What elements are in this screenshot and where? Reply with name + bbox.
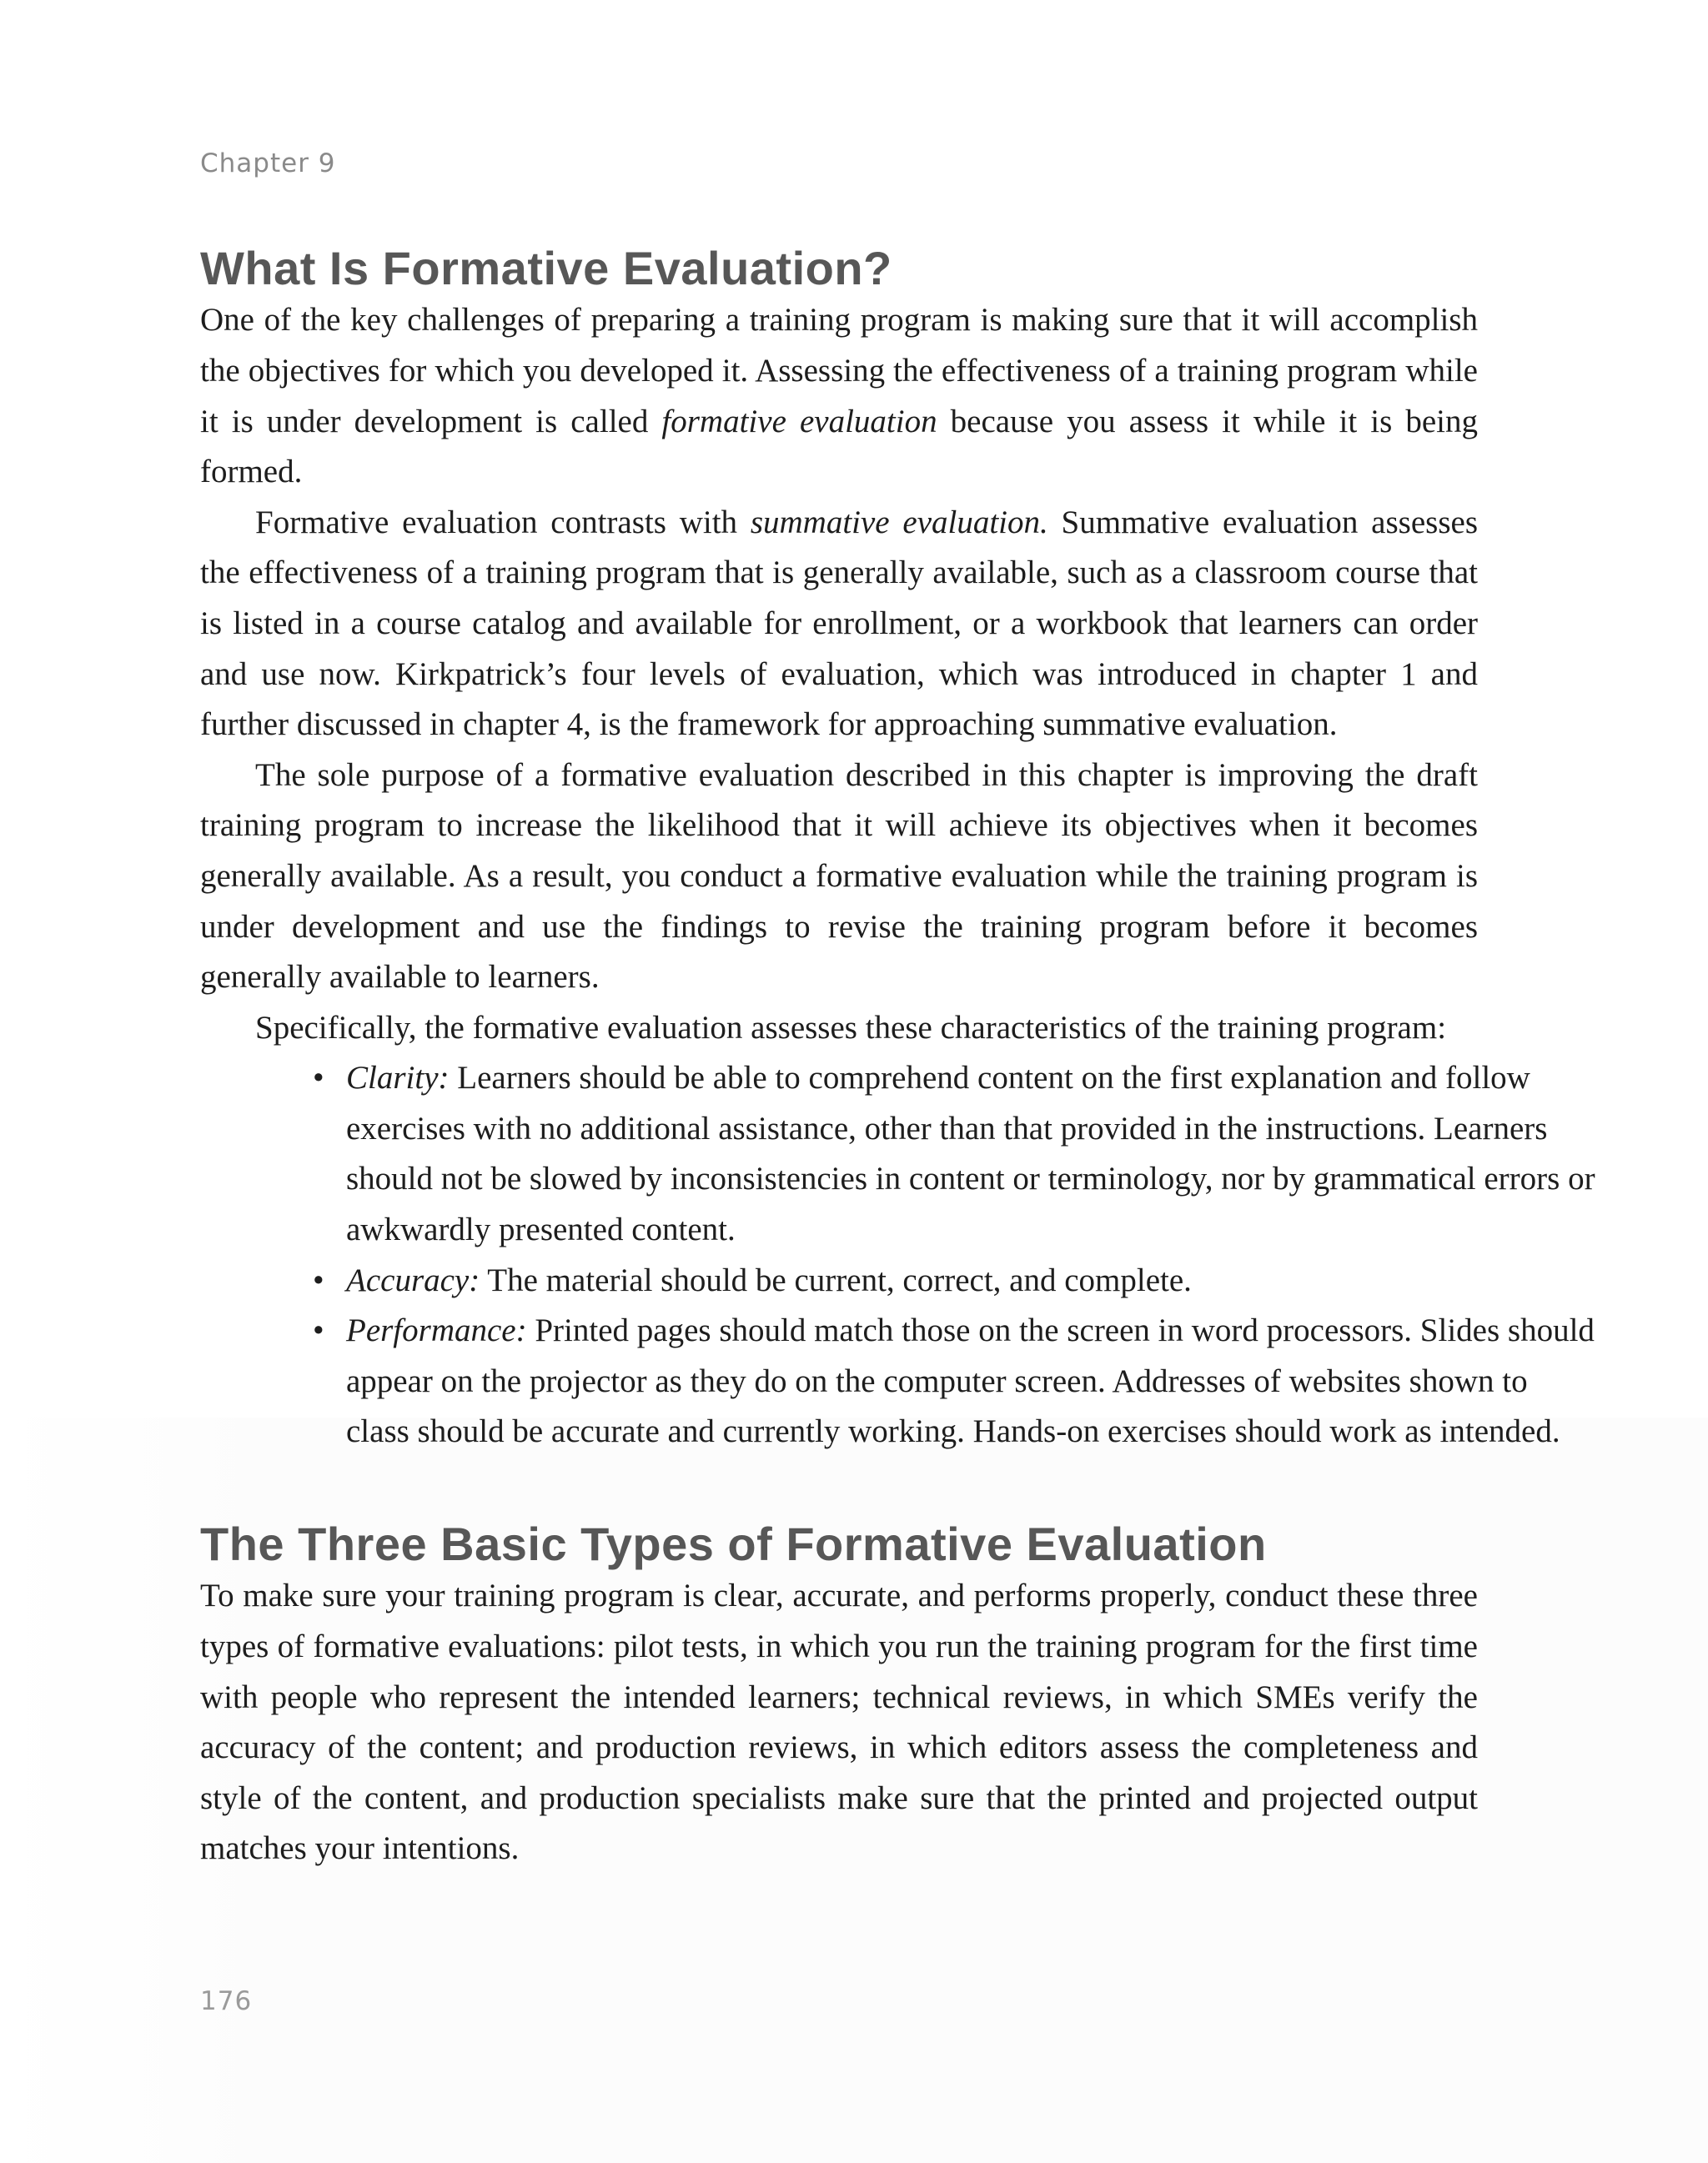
paragraph: To make sure your training program is clear, accurate, and performs properly, conduct these three types of formative evaluations: pilot tests, in which you run the training program for the first time with people who represent the intended learners; technical reviews, in which SMEs verify the accuracy of the content; and production reviews, in which editors assess the completeness and style of the content, and production specialists make sure that the printed and projected output matches your intentions. <box>200 1578 1478 1867</box>
emphasis-term: formative evaluation <box>661 403 937 439</box>
bullet-icon: • <box>313 1312 324 1349</box>
list-item-term: Accuracy: <box>346 1262 480 1298</box>
list-item-text: The material should be current, correct, and complete. <box>480 1262 1192 1298</box>
paragraph-text: Formative evaluation contrasts with <box>255 504 751 540</box>
bullet-icon: • <box>313 1262 324 1298</box>
paragraph: The sole purpose of a formative evaluation described in this chapter is improving the draft training program to increase the likelihood that it will achieve its objectives when it becomes generally available. As a result, you conduct a formative evaluation while the training program is under development and use the findings to revise the training program before it becomes generally available to learners. <box>200 756 1478 996</box>
page-body <box>200 242 1595 1874</box>
paragraph-text: One of the key challenges of preparing a training program is making sure that it will accomplish the objectives for which you developed it. Assessing the effectiveness of a training program while it is under development is called <box>200 302 1478 439</box>
list-item-text: Learners should be able to comprehend content on the first explanation and follow exercises with no additional assistance, other than that provided in the instructions. Learners should not be slowed by inconsistencies in content or terminology, nor by grammatical errors or awkwardly presented content. <box>346 1060 1595 1248</box>
paragraph <box>200 295 1478 497</box>
paragraph <box>200 498 1478 750</box>
list-item-term: Performance: <box>346 1312 527 1349</box>
list-item-term: Clarity: <box>346 1060 450 1097</box>
paragraph-text: because you assess it while it is being formed. <box>200 403 1478 490</box>
list-item-accuracy <box>313 1256 1597 1307</box>
bullet-icon: • <box>313 1060 324 1097</box>
list-item-clarity <box>313 1053 1597 1255</box>
characteristics-list <box>200 1053 1597 1458</box>
running-head: Chapter 9 <box>200 148 336 178</box>
list-item-text: Printed pages should match those on the screen in word processors. Slides should appear on the projector as they do on the computer screen. Addresses of websites shown to class should be accurate and currently working. Hands-on exercises should work as intended. <box>346 1312 1595 1450</box>
paragraph: Specifically, the formative evaluation assesses these characteristics of the training program: <box>255 1009 1447 1046</box>
page-number: 176 <box>200 1986 253 2016</box>
section-heading-formative-evaluation: What Is Formative Evaluation? <box>200 242 892 294</box>
list-item-performance <box>313 1306 1597 1458</box>
paragraph-text: Summative evaluation assesses the effectiveness of a training program that is generally available, such as a classroom course that is listed in a course catalog and available for enrollment, or a workbook that learners can order and use now. Kirkpatrick’s four levels of evaluation, which was introduced in chapter 1 and further discussed in chapter 4, is the framework for approaching summative evaluation. <box>200 504 1478 743</box>
emphasis-term: summative evaluation. <box>750 504 1048 540</box>
section-heading-three-types: The Three Basic Types of Formative Evaluation <box>200 1518 1267 1571</box>
